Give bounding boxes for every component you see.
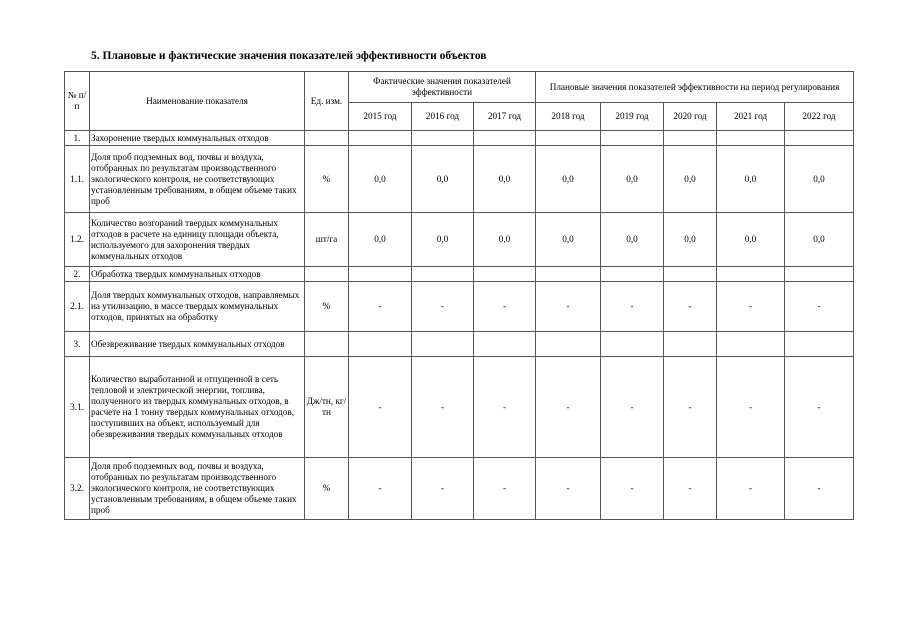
row-value: [536, 332, 601, 357]
row-unit: Дж/тн, кг/тн: [305, 357, 349, 458]
row-num: 2.1.: [65, 282, 90, 332]
row-value: -: [474, 357, 536, 458]
row-value: 0,0: [412, 213, 474, 267]
row-value: [601, 131, 664, 146]
table-row: [65, 332, 854, 357]
row-value: 0,0: [785, 146, 854, 213]
row-value: [349, 131, 412, 146]
row-value: [601, 267, 664, 282]
row-name: Обработка твердых коммунальных отходов: [90, 267, 305, 282]
header-year: 2020 год: [664, 103, 717, 131]
header-year: 2019 год: [601, 103, 664, 131]
row-value: [785, 332, 854, 357]
row-value: [349, 267, 412, 282]
row-value: -: [601, 458, 664, 520]
row-value: [474, 131, 536, 146]
efficiency-table: [64, 71, 854, 520]
row-name: Обезвреживание твердых коммунальных отходов: [90, 332, 305, 357]
row-value: -: [349, 282, 412, 332]
row-value: 0,0: [601, 213, 664, 267]
row-name: Доля твердых коммунальных отходов, направляемых на утилизацию, в массе твердых коммунальных отходов, принятых на обработку: [90, 282, 305, 332]
row-unit: %: [305, 146, 349, 213]
header-year: 2017 год: [474, 103, 536, 131]
section-title: 5. Плановые и фактические значения показателей эффективности объектов: [91, 50, 487, 62]
row-value: [349, 332, 412, 357]
row-value: [717, 267, 785, 282]
row-value: -: [536, 282, 601, 332]
row-name: Доля проб подземных вод, почвы и воздуха, отобранных по результатам производственного экологического контроля, не соответствующих установленным требованиям, в общем объеме таких проб: [90, 458, 305, 520]
row-unit: [305, 267, 349, 282]
row-value: 0,0: [474, 146, 536, 213]
table-row: [65, 282, 854, 332]
row-value: -: [717, 282, 785, 332]
row-num: 1.1.: [65, 146, 90, 213]
row-num: 2.: [65, 267, 90, 282]
row-num: 1.: [65, 131, 90, 146]
header-unit: Ед. изм.: [305, 72, 349, 131]
row-value: [474, 267, 536, 282]
row-unit: %: [305, 282, 349, 332]
table-row: [65, 267, 854, 282]
row-value: [785, 267, 854, 282]
row-value: -: [474, 458, 536, 520]
row-unit: шт/га: [305, 213, 349, 267]
row-num: 3.: [65, 332, 90, 357]
row-value: -: [474, 282, 536, 332]
row-value: -: [717, 357, 785, 458]
row-value: -: [412, 282, 474, 332]
row-value: [412, 267, 474, 282]
row-value: [717, 131, 785, 146]
row-value: [601, 332, 664, 357]
row-value: -: [785, 357, 854, 458]
header-num: № п/п: [65, 72, 90, 131]
row-value: -: [601, 357, 664, 458]
table-row: [65, 131, 854, 146]
row-value: [664, 131, 717, 146]
row-value: -: [717, 458, 785, 520]
header-year: 2015 год: [349, 103, 412, 131]
row-name: Количество выработанной и отпущенной в сеть тепловой и электрической энергии, топлива, полученного из твердых коммунальных отходов, в расчете на 1 тонну твердых коммунальных отходов, поступивших на объект, используемый для обезвреживания твердых коммунальных отходов: [90, 357, 305, 458]
row-value: -: [785, 282, 854, 332]
table-row: [65, 213, 854, 267]
row-value: [536, 131, 601, 146]
row-value: [664, 332, 717, 357]
row-value: -: [785, 458, 854, 520]
header-year: 2016 год: [412, 103, 474, 131]
row-value: 0,0: [536, 146, 601, 213]
row-value: [412, 332, 474, 357]
header-fact-group: Фактические значения показателей эффективности: [349, 72, 536, 103]
header-name: Наименование показателя: [90, 72, 305, 131]
row-value: 0,0: [664, 146, 717, 213]
header-year: 2022 год: [785, 103, 854, 131]
row-value: 0,0: [785, 213, 854, 267]
row-value: -: [412, 357, 474, 458]
row-num: 3.2.: [65, 458, 90, 520]
row-value: -: [664, 357, 717, 458]
table-row: [65, 458, 854, 520]
row-name: Количество возгораний твердых коммунальных отходов в расчете на единицу площади объекта, используемого для захоронения твердых коммунальных отходов: [90, 213, 305, 267]
row-value: [536, 267, 601, 282]
header-year: 2018 год: [536, 103, 601, 131]
row-value: [474, 332, 536, 357]
row-value: 0,0: [536, 213, 601, 267]
row-value: 0,0: [601, 146, 664, 213]
row-value: 0,0: [349, 146, 412, 213]
row-name: Доля проб подземных вод, почвы и воздуха, отобранных по результатам производственного экологического контроля, не соответствующих установленным требованиям, в общем объеме таких проб: [90, 146, 305, 213]
row-value: 0,0: [664, 213, 717, 267]
row-value: [412, 131, 474, 146]
row-value: [664, 267, 717, 282]
row-value: 0,0: [349, 213, 412, 267]
row-unit: %: [305, 458, 349, 520]
row-value: -: [601, 282, 664, 332]
row-value: -: [664, 282, 717, 332]
row-value: -: [664, 458, 717, 520]
row-value: [785, 131, 854, 146]
row-unit: [305, 131, 349, 146]
row-unit: [305, 332, 349, 357]
row-value: 0,0: [412, 146, 474, 213]
row-value: 0,0: [474, 213, 536, 267]
row-value: -: [536, 458, 601, 520]
row-value: -: [536, 357, 601, 458]
table-row: [65, 357, 854, 458]
row-name: Захоронение твердых коммунальных отходов: [90, 131, 305, 146]
row-value: -: [349, 357, 412, 458]
header-plan-group: Плановые значения показателей эффективности на период регулирования: [536, 72, 854, 103]
table-row: [65, 146, 854, 213]
row-value: -: [349, 458, 412, 520]
row-value: [717, 332, 785, 357]
row-num: 1.2.: [65, 213, 90, 267]
row-value: 0,0: [717, 146, 785, 213]
row-value: -: [412, 458, 474, 520]
row-value: 0,0: [717, 213, 785, 267]
header-year: 2021 год: [717, 103, 785, 131]
row-num: 3.1.: [65, 357, 90, 458]
